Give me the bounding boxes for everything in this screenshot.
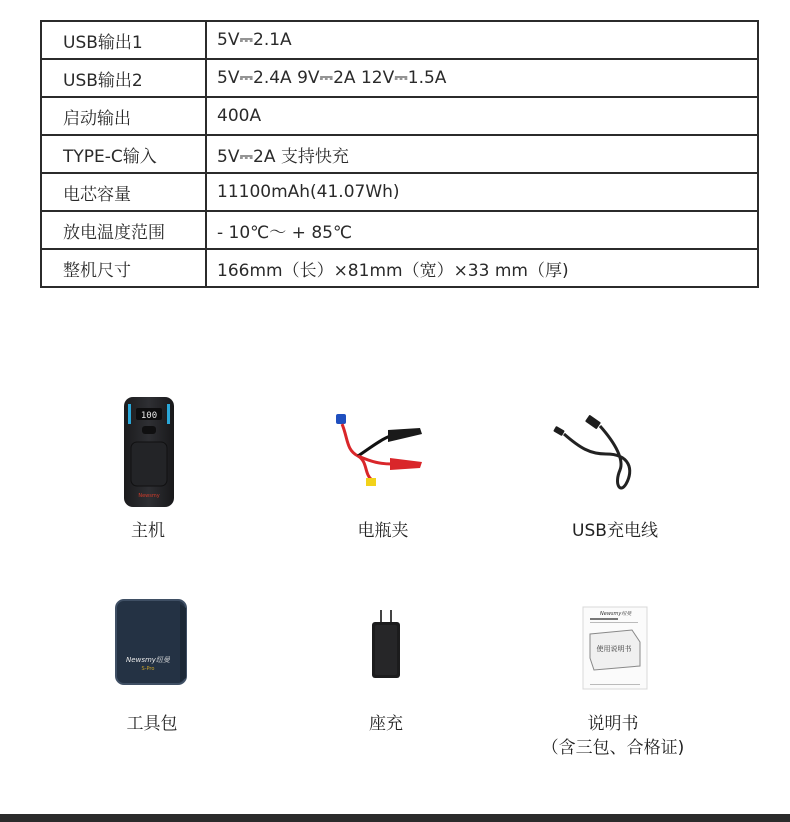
wall-charger-image <box>366 608 406 680</box>
manual-brand-logo: Newsmy纽曼 <box>600 611 632 617</box>
bag-brand-logo: Newsmy纽曼 <box>126 656 170 664</box>
spec-row-dimensions <box>41 249 758 287</box>
brand-logo: Newsmy <box>138 493 160 499</box>
spec-key: 启动输出 <box>41 97 206 135</box>
spec-row-temperature <box>41 211 758 249</box>
tool-bag-label: 工具包 <box>126 714 178 734</box>
usb-cable-image <box>550 414 640 494</box>
spec-value: 166mm（长）×81mm（宽）×33 mm（厚) <box>206 249 758 287</box>
tool-bag-image <box>114 598 190 686</box>
battery-clamps-image <box>328 408 428 498</box>
spec-value: - 10℃～ + 85℃ <box>206 211 758 249</box>
spec-key: USB输出2 <box>41 59 206 97</box>
spec-table <box>40 20 759 288</box>
spec-row-usb2 <box>41 59 758 97</box>
spec-key: USB输出1 <box>41 21 206 59</box>
spec-row-typec <box>41 135 758 173</box>
spec-key: 整机尺寸 <box>41 249 206 287</box>
battery-clamps-label: 电瓶夹 <box>357 521 409 541</box>
manual-image <box>582 606 648 690</box>
usb-cable-label: USB充电线 <box>572 521 658 541</box>
spec-row-capacity <box>41 173 758 211</box>
main-unit-label: 主机 <box>131 521 165 541</box>
manual-sublabel: （含三包、合格证) <box>541 738 685 758</box>
spec-value: 5V⎓2A 支持快充 <box>206 135 758 173</box>
display-readout: 100 <box>140 411 158 421</box>
spec-value: 5V⎓2.1A <box>206 21 758 59</box>
manual-label: 说明书 <box>587 714 639 734</box>
bag-model-text: S-Pro <box>141 666 155 672</box>
spec-value: 400A <box>206 97 758 135</box>
bottom-divider <box>0 814 790 822</box>
spec-key: TYPE-C输入 <box>41 135 206 173</box>
manual-cover-text: 使用说明书 <box>596 645 632 653</box>
main-unit-image <box>118 394 180 510</box>
spec-row-start-output <box>41 97 758 135</box>
spec-value: 5V⎓2.4A 9V⎓2A 12V⎓1.5A <box>206 59 758 97</box>
spec-value: 11100mAh(41.07Wh) <box>206 173 758 211</box>
spec-key: 电芯容量 <box>41 173 206 211</box>
charger-label: 座充 <box>369 714 403 734</box>
spec-row-usb1 <box>41 21 758 59</box>
spec-key: 放电温度范围 <box>41 211 206 249</box>
